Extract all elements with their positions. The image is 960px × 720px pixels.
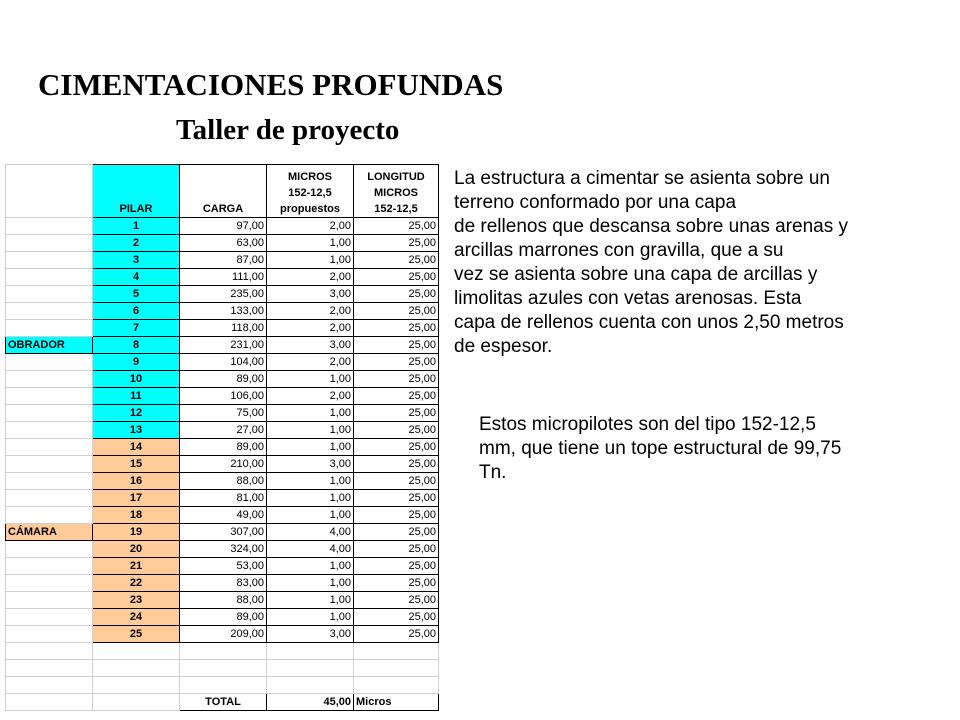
table-row [6, 388, 439, 405]
longitud-cell: 25,00 [354, 218, 439, 235]
group-label-blank [6, 354, 93, 371]
blank-cell [354, 643, 439, 660]
group-label-blank [6, 439, 93, 456]
table-row [6, 439, 439, 456]
longitud-cell: 25,00 [354, 388, 439, 405]
table-row [6, 235, 439, 252]
table-row [6, 558, 439, 575]
header-longitud-line-3: 152-12,5 [374, 203, 418, 215]
table-row [6, 303, 439, 320]
group-label-blank [6, 286, 93, 303]
table-row [6, 405, 439, 422]
longitud-cell: 25,00 [354, 371, 439, 388]
longitud-cell: 25,00 [354, 609, 439, 626]
carga-cell: 89,00 [180, 609, 267, 626]
carga-cell: 49,00 [180, 507, 267, 524]
blank-cell [354, 677, 439, 694]
micros-cell: 1,00 [267, 235, 354, 252]
description-line: La estructura a cimentar se asienta sobre un [454, 168, 830, 189]
table-row [6, 286, 439, 303]
pilar-cell: 16 [93, 473, 180, 490]
table-row [6, 592, 439, 609]
total-value: 45,00 [267, 694, 354, 711]
total-label: TOTAL [180, 694, 267, 711]
pilar-cell: 21 [93, 558, 180, 575]
table-row [6, 507, 439, 524]
longitud-cell: 25,00 [354, 439, 439, 456]
blank-cell [93, 694, 180, 711]
blank-cell [267, 660, 354, 677]
header-micros-line-1: MICROS [288, 171, 332, 183]
group-label-blank [6, 320, 93, 337]
group-label-blank [6, 388, 93, 405]
carga-cell: 27,00 [180, 422, 267, 439]
pilar-cell: 11 [93, 388, 180, 405]
description-line: vez se asienta sobre una capa de arcillas y [454, 264, 818, 285]
micros-cell: 1,00 [267, 405, 354, 422]
carga-cell: 75,00 [180, 405, 267, 422]
pilar-cell: 9 [93, 354, 180, 371]
header-micros [267, 165, 354, 218]
note-line: mm, que tiene un tope estructural de 99,75 [479, 438, 842, 459]
group-label-blank [6, 490, 93, 507]
micros-cell: 2,00 [267, 218, 354, 235]
micros-cell: 3,00 [267, 286, 354, 303]
group-label-camara: CÁMARA [6, 524, 93, 541]
group-label-blank [6, 592, 93, 609]
total-unit: Micros [354, 694, 439, 711]
longitud-cell: 25,00 [354, 252, 439, 269]
longitud-cell: 25,00 [354, 269, 439, 286]
longitud-cell: 25,00 [354, 490, 439, 507]
longitud-cell: 25,00 [354, 558, 439, 575]
table-row [6, 320, 439, 337]
table-row [6, 490, 439, 507]
micros-cell: 2,00 [267, 303, 354, 320]
longitud-cell: 25,00 [354, 286, 439, 303]
group-label-blank [6, 473, 93, 490]
blank-cell [180, 677, 267, 694]
total-row [6, 694, 439, 711]
longitud-cell: 25,00 [354, 592, 439, 609]
pilar-cell: 22 [93, 575, 180, 592]
group-label-blank [6, 269, 93, 286]
pilar-cell: 15 [93, 456, 180, 473]
micros-cell: 1,00 [267, 473, 354, 490]
group-label-blank [6, 456, 93, 473]
carga-cell: 104,00 [180, 354, 267, 371]
header-longitud-line-2: MICROS [374, 187, 418, 199]
header-carga: CARGA [180, 165, 267, 218]
pilar-cell: 3 [93, 252, 180, 269]
blank-cell [6, 660, 93, 677]
micros-cell: 4,00 [267, 524, 354, 541]
longitud-cell: 25,00 [354, 541, 439, 558]
pilar-cell: 12 [93, 405, 180, 422]
micros-cell: 1,00 [267, 609, 354, 626]
pilar-cell: 19 [93, 524, 180, 541]
carga-cell: 118,00 [180, 320, 267, 337]
micros-cell: 3,00 [267, 337, 354, 354]
micros-cell: 1,00 [267, 422, 354, 439]
micropile-note [479, 413, 939, 485]
table-row [6, 626, 439, 643]
carga-cell: 81,00 [180, 490, 267, 507]
micros-cell: 1,00 [267, 558, 354, 575]
longitud-cell: 25,00 [354, 235, 439, 252]
group-label-blank [6, 371, 93, 388]
micros-cell: 2,00 [267, 388, 354, 405]
micros-cell: 2,00 [267, 269, 354, 286]
longitud-cell: 25,00 [354, 422, 439, 439]
group-label-blank [6, 507, 93, 524]
pilar-cell: 10 [93, 371, 180, 388]
longitud-cell: 25,00 [354, 456, 439, 473]
blank-cell [6, 677, 93, 694]
group-label-blank [6, 575, 93, 592]
carga-cell: 83,00 [180, 575, 267, 592]
longitud-cell: 25,00 [354, 405, 439, 422]
description-line: arcillas marrones con gravilla, que a su [454, 240, 784, 261]
carga-cell: 88,00 [180, 473, 267, 490]
group-label-obrador: OBRADOR [6, 337, 93, 354]
longitud-cell: 25,00 [354, 320, 439, 337]
pilar-cell: 23 [93, 592, 180, 609]
carga-cell: 53,00 [180, 558, 267, 575]
longitud-cell: 25,00 [354, 473, 439, 490]
pilar-cell: 5 [93, 286, 180, 303]
pilar-cell: 18 [93, 507, 180, 524]
micros-cell: 4,00 [267, 541, 354, 558]
carga-cell: 111,00 [180, 269, 267, 286]
blank-cell [6, 694, 93, 711]
table-row [6, 218, 439, 235]
pilar-cell: 24 [93, 609, 180, 626]
table-row [6, 524, 439, 541]
longitud-cell: 25,00 [354, 626, 439, 643]
micros-cell: 1,00 [267, 507, 354, 524]
description-line: limolitas azules con vetas arenosas. Esta [454, 288, 802, 309]
description-line: de espesor. [454, 336, 553, 357]
table-row [6, 456, 439, 473]
carga-cell: 63,00 [180, 235, 267, 252]
pilar-cell: 4 [93, 269, 180, 286]
carga-cell: 89,00 [180, 439, 267, 456]
blank-cell [6, 643, 93, 660]
table-row [6, 269, 439, 286]
header-longitud-line-1: LONGITUD [367, 171, 425, 183]
micros-cell: 1,00 [267, 252, 354, 269]
blank-cell [180, 660, 267, 677]
carga-cell: 89,00 [180, 371, 267, 388]
blank-cell [180, 643, 267, 660]
group-label-blank [6, 558, 93, 575]
blank-row [6, 660, 439, 677]
longitud-cell: 25,00 [354, 507, 439, 524]
table-row [6, 354, 439, 371]
pilar-cell: 14 [93, 439, 180, 456]
pilar-cell: 20 [93, 541, 180, 558]
table-row [6, 609, 439, 626]
carga-cell: 210,00 [180, 456, 267, 473]
carga-cell: 209,00 [180, 626, 267, 643]
foundation-table [5, 164, 439, 711]
carga-cell: 97,00 [180, 218, 267, 235]
description-line: capa de rellenos cuenta con unos 2,50 metros [454, 312, 844, 333]
longitud-cell: 25,00 [354, 524, 439, 541]
group-label-blank [6, 218, 93, 235]
group-label-blank [6, 626, 93, 643]
micros-cell: 3,00 [267, 456, 354, 473]
note-line: Estos micropilotes son del tipo 152-12,5 [479, 414, 816, 435]
table-row [6, 252, 439, 269]
blank-cell [93, 677, 180, 694]
group-label-blank [6, 541, 93, 558]
blank-cell [267, 677, 354, 694]
pilar-cell: 8 [93, 337, 180, 354]
blank-cell [93, 643, 180, 660]
description-text [454, 167, 954, 359]
table-header-row [6, 165, 439, 218]
carga-cell: 87,00 [180, 252, 267, 269]
header-micros-line-2: 152-12,5 [288, 187, 332, 199]
carga-cell: 133,00 [180, 303, 267, 320]
table-row [6, 337, 439, 354]
group-label-blank [6, 252, 93, 269]
blank-row [6, 643, 439, 660]
group-label-blank [6, 609, 93, 626]
micros-cell: 1,00 [267, 371, 354, 388]
pilar-cell: 13 [93, 422, 180, 439]
carga-cell: 307,00 [180, 524, 267, 541]
blank-cell [93, 660, 180, 677]
table-row [6, 473, 439, 490]
longitud-cell: 25,00 [354, 303, 439, 320]
blank-cell [354, 660, 439, 677]
micros-cell: 1,00 [267, 592, 354, 609]
header-blank [6, 165, 93, 218]
carga-cell: 88,00 [180, 592, 267, 609]
pilar-cell: 7 [93, 320, 180, 337]
description-line: de rellenos que descansa sobre unas arenas y [454, 216, 848, 237]
page-subtitle: Taller de proyecto [176, 114, 400, 146]
carga-cell: 231,00 [180, 337, 267, 354]
pilar-cell: 6 [93, 303, 180, 320]
table-row [6, 371, 439, 388]
note-line: Tn. [479, 462, 507, 483]
carga-cell: 324,00 [180, 541, 267, 558]
header-micros-line-3: propuestos [280, 203, 340, 215]
pilar-cell: 17 [93, 490, 180, 507]
longitud-cell: 25,00 [354, 575, 439, 592]
blank-row [6, 677, 439, 694]
longitud-cell: 25,00 [354, 337, 439, 354]
description-line: terreno conformado por una capa [454, 192, 737, 213]
micros-cell: 1,00 [267, 490, 354, 507]
group-label-blank [6, 422, 93, 439]
page-title: CIMENTACIONES PROFUNDAS [38, 67, 504, 102]
carga-cell: 106,00 [180, 388, 267, 405]
micros-cell: 1,00 [267, 575, 354, 592]
pilar-cell: 2 [93, 235, 180, 252]
header-longitud [354, 165, 439, 218]
carga-cell: 235,00 [180, 286, 267, 303]
pilar-cell: 25 [93, 626, 180, 643]
group-label-blank [6, 405, 93, 422]
table-row [6, 575, 439, 592]
pilar-cell: 1 [93, 218, 180, 235]
micros-cell: 2,00 [267, 354, 354, 371]
micros-cell: 1,00 [267, 439, 354, 456]
group-label-blank [6, 235, 93, 252]
blank-cell [267, 643, 354, 660]
header-pilar: PILAR [93, 165, 180, 218]
group-label-blank [6, 303, 93, 320]
micros-cell: 3,00 [267, 626, 354, 643]
longitud-cell: 25,00 [354, 354, 439, 371]
table-row [6, 422, 439, 439]
table-row [6, 541, 439, 558]
micros-cell: 2,00 [267, 320, 354, 337]
